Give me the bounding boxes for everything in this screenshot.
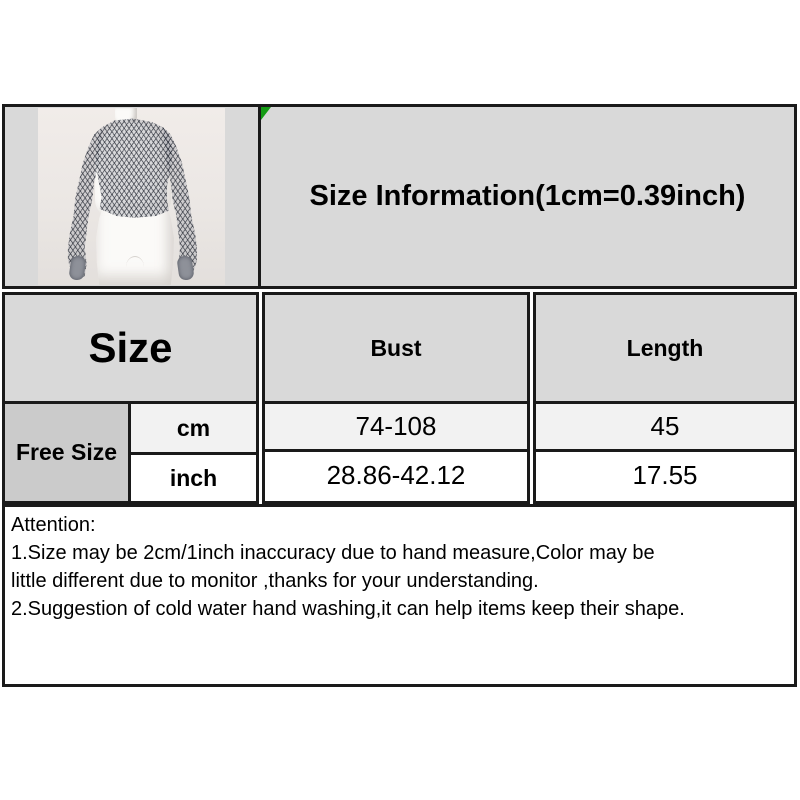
unit-column xyxy=(131,404,256,501)
size-label-body xyxy=(5,401,256,501)
size-table xyxy=(2,292,797,504)
unit-label-inch: inch xyxy=(131,452,256,501)
bust-value-inch: 28.86-42.12 xyxy=(265,449,527,498)
row-label-free-size: Free Size xyxy=(5,404,131,501)
bust-value-cm: 74-108 xyxy=(265,401,527,449)
size-column-group xyxy=(2,292,259,504)
column-header-length: Length xyxy=(536,295,794,401)
attention-heading: Attention: xyxy=(11,514,96,536)
attention-line: 2.Suggestion of cold water hand washing,it can help items keep their shape. xyxy=(11,598,685,620)
attention-line: little different due to monitor ,thanks for your understanding. xyxy=(11,570,539,592)
page-title: Size Information(1cm=0.39inch) xyxy=(309,180,746,212)
attention-notes xyxy=(2,504,797,687)
product-photo xyxy=(38,108,225,285)
mannequin-hand-left xyxy=(68,255,86,281)
length-value-inch: 17.55 xyxy=(536,449,794,498)
size-chart xyxy=(2,104,797,687)
length-column-group xyxy=(533,292,797,504)
bust-column-group xyxy=(262,292,530,504)
product-photo-cell xyxy=(2,104,261,289)
title-cell xyxy=(261,104,797,289)
column-header-size: Size xyxy=(5,295,256,401)
unit-label-cm: cm xyxy=(131,404,256,452)
length-value-cm: 45 xyxy=(536,401,794,449)
column-header-bust: Bust xyxy=(265,295,527,401)
mannequin-leg-line xyxy=(126,256,144,278)
top-row xyxy=(2,104,797,289)
attention-line: 1.Size may be 2cm/1inch inaccuracy due to hand measure,Color may be xyxy=(11,542,655,564)
cell-corner-marker-icon xyxy=(261,107,271,120)
